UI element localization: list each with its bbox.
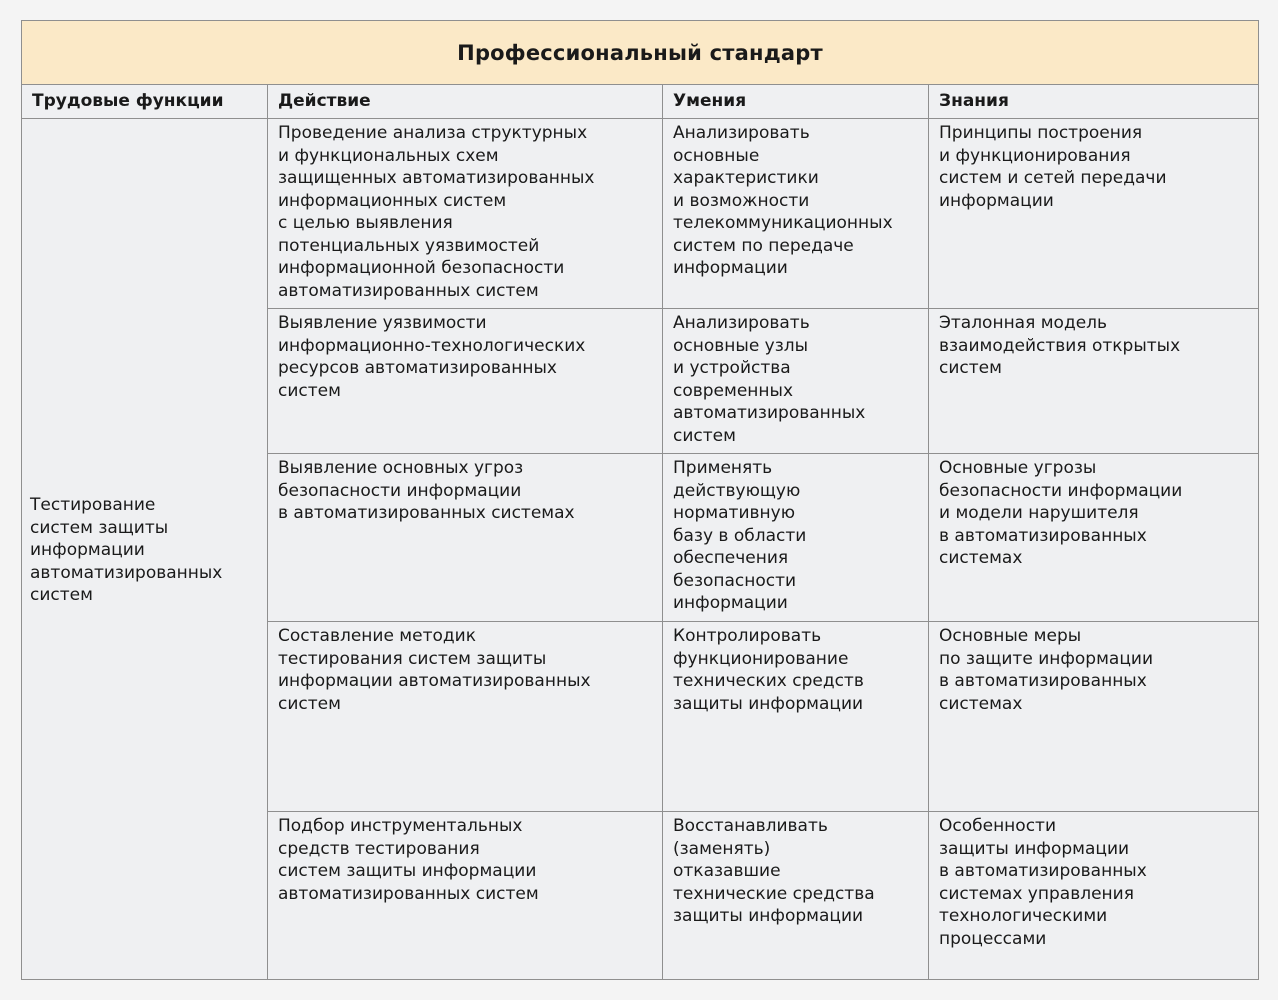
cell-line: Выявление уязвимости — [278, 313, 487, 333]
header-skills: Умения — [673, 91, 747, 111]
cell-line: в автоматизированных — [939, 525, 1147, 546]
labor-function-cell — [22, 119, 267, 979]
labor-function-line: автоматизированных — [30, 562, 223, 583]
cell-line: базу в области — [673, 525, 807, 546]
cell-line: системах — [939, 693, 1023, 714]
cell-line: систем — [673, 425, 736, 446]
action-cell — [268, 454, 662, 621]
cell-line: систем — [278, 693, 341, 714]
cell-line: ресурсов автоматизированных — [278, 358, 557, 378]
cell-line: Особенности — [939, 816, 1056, 836]
header-knowledge: Знания — [939, 91, 1009, 111]
cell-line: отказавшие — [673, 861, 781, 881]
knowledge-cell — [929, 454, 1258, 621]
knowledge-cell — [929, 622, 1258, 811]
cell-line: взаимодействия открытых — [939, 335, 1181, 356]
cell-line: характеристики — [673, 168, 819, 188]
cell-line: процессами — [939, 928, 1047, 949]
cell-line: систем — [939, 358, 1002, 378]
cell-line: действующую — [673, 480, 801, 501]
cell-line: телекоммуникационных — [673, 213, 893, 233]
cell-line: в автоматизированных — [939, 861, 1147, 881]
action-cell — [268, 119, 662, 308]
cell-line: автоматизированных систем — [278, 280, 539, 301]
labor-function-line: Тестирование — [30, 495, 156, 516]
cell-line: Анализировать — [673, 313, 810, 333]
cell-line: защищенных автоматизированных — [278, 168, 595, 188]
cell-line: информации автоматизированных — [278, 671, 591, 691]
table-title: Профессиональный стандарт — [22, 21, 1258, 85]
cell-line: Принципы построения — [939, 123, 1143, 143]
cell-line: систем защиты информации — [278, 861, 537, 881]
cell-line: технические средства — [673, 883, 875, 904]
cell-line: основные — [673, 145, 760, 166]
knowledge-cell — [929, 812, 1258, 979]
knowledge-cell — [929, 119, 1258, 308]
cell-line: Анализировать — [673, 123, 810, 143]
cell-line: информации — [939, 190, 1054, 211]
cell-line: Контролировать — [673, 626, 822, 646]
action-cell — [268, 812, 662, 979]
cell-line: Восстанавливать — [673, 816, 828, 836]
action-cell — [268, 309, 662, 453]
cell-line: функционирование — [673, 648, 849, 669]
cell-line: Основные меры — [939, 626, 1082, 646]
cell-line: Подбор инструментальных — [278, 816, 523, 836]
cell-line: Основные угрозы — [939, 458, 1097, 478]
cell-line: автоматизированных — [673, 403, 866, 423]
cell-line: систем — [278, 380, 341, 401]
cell-line: информационных систем — [278, 190, 507, 211]
header-functions: Трудовые функции — [32, 91, 224, 111]
cell-line: систем по передаче — [673, 235, 854, 256]
cell-line: автоматизированных систем — [278, 883, 539, 904]
cell-line: системах управления — [939, 883, 1134, 904]
cell-line: систем и сетей передачи — [939, 168, 1167, 188]
cell-line: технических средств — [673, 671, 864, 691]
skills-cell — [663, 454, 928, 621]
cell-line: Проведение анализа структурных — [278, 123, 588, 143]
cell-line: Эталонная модель — [939, 313, 1108, 333]
labor-function-line: информации — [30, 540, 145, 561]
knowledge-cell — [929, 309, 1258, 453]
cell-line: информации — [673, 593, 788, 613]
skills-cell — [663, 812, 928, 979]
skills-cell — [663, 119, 928, 308]
cell-line: системах — [939, 548, 1023, 568]
cell-line: (заменять) — [673, 838, 771, 859]
cell-line: в автоматизированных — [939, 671, 1147, 691]
cell-line: основные узлы — [673, 335, 809, 356]
cell-line: потенциальных уязвимостей — [278, 235, 540, 256]
cell-line: по защите информации — [939, 648, 1154, 669]
cell-line: и функциональных схем — [278, 145, 499, 166]
cell-line: и возможности — [673, 190, 810, 211]
cell-line: защиты информации — [939, 838, 1130, 859]
cell-line: и устройства — [673, 358, 791, 378]
header-action: Действие — [278, 91, 371, 111]
cell-line: Применять — [673, 458, 773, 478]
cell-line: информационной безопасности — [278, 258, 565, 278]
cell-line: информационно-технологических — [278, 335, 586, 356]
cell-line: нормативную — [673, 503, 796, 523]
cell-line: информации — [673, 258, 788, 278]
cell-line: безопасности информации — [939, 480, 1183, 501]
cell-line: средств тестирования — [278, 838, 480, 859]
cell-line: и функционирования — [939, 145, 1131, 166]
cell-line: в автоматизированных системах — [278, 503, 575, 523]
cell-line: тестирования систем защиты — [278, 648, 547, 669]
cell-line: современных — [673, 380, 794, 401]
cell-line: технологическими — [939, 906, 1108, 926]
skills-cell — [663, 622, 928, 811]
cell-line: обеспечения — [673, 548, 789, 568]
cell-line: безопасности — [673, 570, 797, 591]
action-cell — [268, 622, 662, 811]
skills-cell — [663, 309, 928, 453]
cell-line: безопасности информации — [278, 480, 522, 501]
cell-line: с целью выявления — [278, 213, 453, 233]
cell-line: и модели нарушителя — [939, 503, 1139, 523]
cell-line: защиты информации — [673, 906, 864, 926]
labor-function-line: систем защиты — [30, 517, 169, 538]
cell-line: Составление методик — [278, 626, 476, 646]
professional-standard-table — [21, 20, 1259, 980]
cell-line: защиты информации — [673, 693, 864, 714]
cell-line: Выявление основных угроз — [278, 458, 524, 478]
labor-function-line: систем — [30, 585, 93, 606]
